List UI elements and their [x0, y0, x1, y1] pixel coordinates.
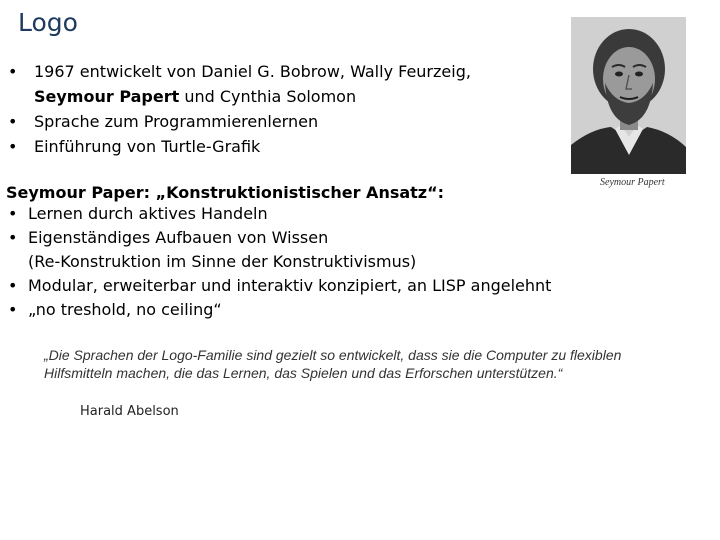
history-item-1-text: 1967 entwickelt von Daniel G. Bobrow, Wally Feurzeig, [34, 62, 471, 81]
history-item-2: • Sprache zum Programmierenlernen [6, 109, 546, 134]
abelson-quote: „Die Sprachen der Logo-Familie sind gezielt so entwickelt, dass sie die Computer zu flexiblen Hilfsmitteln machen, die das Lernen, das Spielen und das Erforschen unterstützen.“ [44, 347, 622, 381]
papert-item-2-line2: (Re-Konstruktion im Sinne der Konstruktivismus) [28, 252, 417, 271]
papert-item-4: • „no treshold, no ceiling“ [6, 298, 586, 322]
papert-list [6, 202, 586, 322]
history-item-3: • Einführung von Turtle-Grafik [6, 134, 546, 159]
history-item-1 [6, 59, 546, 109]
history-item-1-line2 [34, 84, 546, 109]
slide-title: Logo [18, 8, 78, 37]
history-item-1-rest: und Cynthia Solomon [179, 87, 357, 106]
papert-item-3: • Modular, erweiterbar und interaktiv konzipiert, an LISP angelehnt [6, 274, 586, 298]
papert-item-2 [6, 226, 586, 274]
papert-name: Seymour Papert [34, 87, 180, 106]
photo-caption: Seymour Papert [600, 177, 665, 188]
portrait-image [571, 17, 686, 174]
history-list [6, 59, 546, 159]
papert-heading: Seymour Paper: „Konstruktionistischer Ansatz“: [6, 183, 445, 202]
papert-photo [571, 17, 686, 174]
quote-author: Harald Abelson [80, 404, 179, 419]
papert-item-1: • Lernen durch aktives Handeln [6, 202, 586, 226]
papert-item-2-text: Eigenständiges Aufbauen von Wissen [28, 228, 329, 247]
